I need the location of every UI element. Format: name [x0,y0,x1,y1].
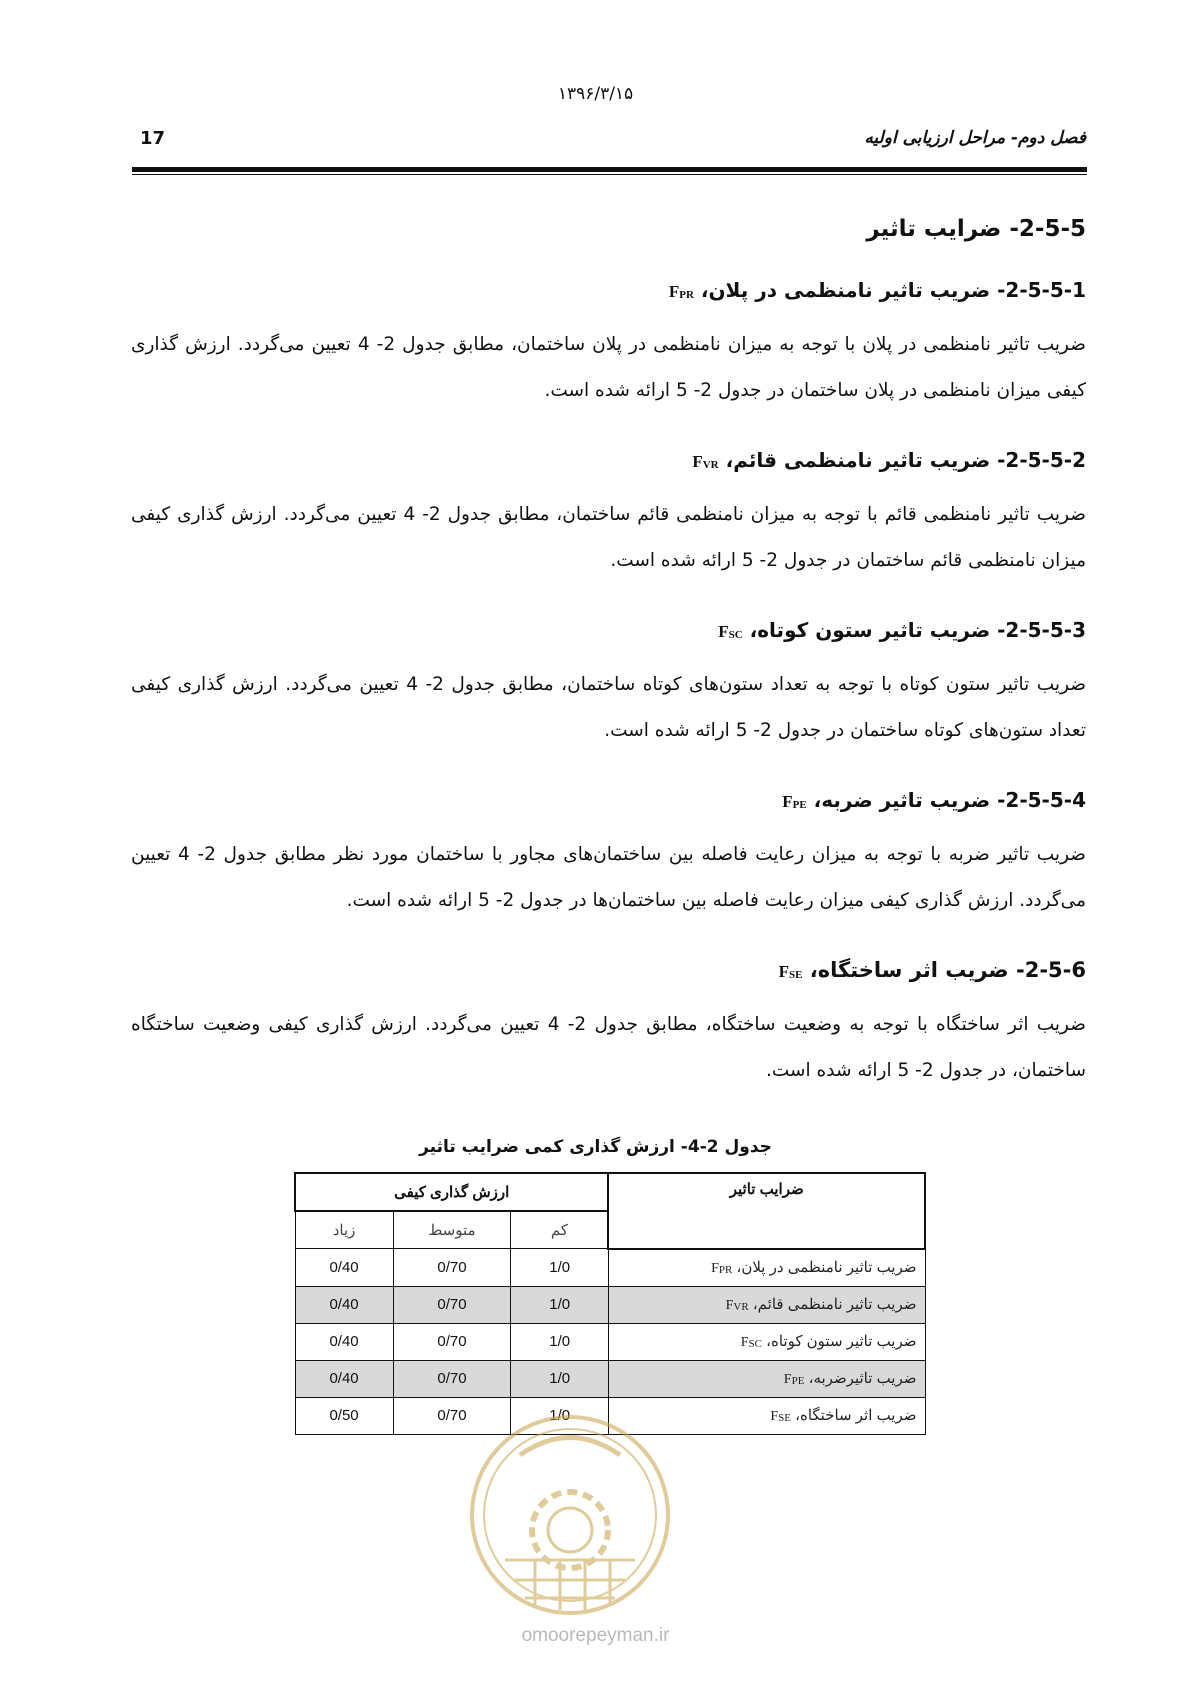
subsection-text: ضریب تاثیر نامنظمی در پلان با توجه به میزان نامنظمی در پلان ساختمان، مطابق جدول 2- 4 تعیین می‌گردد. ارزش گذاری کیفی میزان نامنظمی در پلان ساختمان در جدول 2- 5 ارائه شده است. [131,334,1086,401]
value-low: 1/0 [511,1397,609,1434]
subsection [131,278,1086,414]
subsection [131,448,1086,584]
value-medium: 0/70 [393,1323,511,1360]
coefficient-symbol: $F_{VR}$ [692,452,719,471]
subsection-title: 2-5-5-4- ضریب تاثیر ضربه، [813,788,1086,812]
coefficient-symbol: $F_{PR}$ [668,282,694,301]
value-low: 1/0 [511,1249,609,1287]
subsection [131,618,1086,754]
subsection-text: ضریب اثر ساختگاه با توجه به وضعیت ساختگاه، مطابق جدول 2- 4 تعیین می‌گردد. ارزش گذاری کیفی وضعیت ساختگاه ساختمان، در جدول 2- 5 ارائه شده است. [131,1014,1086,1081]
watermark-site-text: omoorepeyman.ir [521,1625,670,1646]
subsection-title: 2-5-5-1- ضریب تاثیر نامنظمی در پلان، [700,278,1086,302]
row-coefficient: ضریب تاثیر نامنظمی قائم، $F_{VR}$ [608,1286,925,1323]
value-low: 1/0 [511,1286,609,1323]
subsection-heading [131,278,1086,302]
value-low: 1/0 [511,1323,609,1360]
header-rule [132,167,1087,172]
header-qualitative: ارزش گذاری کیفی [295,1173,608,1211]
coefficients-table [294,1172,926,1435]
value-medium: 0/70 [393,1397,511,1434]
value-low: 1/0 [511,1360,609,1397]
row-coefficient: ضریب تاثیر نامنظمی در پلان، $F_{PR}$ [608,1249,925,1287]
subsection-title: 2-5-6- ضریب اثر ساختگاه، [809,958,1086,982]
page-date: ۱۳۹۶/۳/۱۵ [557,84,634,104]
subsection-text: ضریب تاثیر ستون کوتاه با توجه به تعداد ستون‌های کوتاه ساختمان، مطابق جدول 2- 4 تعیین می‌گردد. ارزش گذاری کیفی تعداد ستون‌های کوتاه ساختمان در جدول 2- 5 ارائه شده است. [131,674,1086,741]
value-high: 0/40 [295,1286,393,1323]
row-coefficient: ضریب تاثیرضربه، $F_{PE}$ [608,1360,925,1397]
header-medium: متوسط [393,1211,511,1249]
subsection-text: ضریب تاثیر ضربه با توجه به میزان رعایت فاصله بین ساختمان‌های مجاور با ساختمان مورد نظر مطابق جدول 2- 4 تعیین می‌گردد. ارزش گذاری کیفی میزان رعایت فاصله بین ساختمان‌ها در جدول 2- 5 ارائه شده است. [131,844,1086,911]
subsection-heading [131,958,1086,982]
header-low: کم [511,1211,609,1249]
chapter-title: فصل دوم- مراحل ارزیابی اولیه [864,128,1086,148]
header-rule-thin [132,174,1087,175]
header-coefficients: ضرایب تاثیر [608,1173,925,1249]
table-row [295,1286,925,1323]
coefficient-symbol: $F_{SC}$ [718,622,743,641]
table-row [295,1249,925,1287]
subsection [131,788,1086,924]
value-high: 0/40 [295,1249,393,1287]
header-high: زیاد [295,1211,393,1249]
document-body [131,216,1086,1128]
table-caption: جدول 2-4- ارزش گذاری کمی ضرایب تاثیر [419,1137,772,1157]
section-heading: 2-5-5- ضرایب تاثیر [866,216,1086,242]
value-medium: 0/70 [393,1249,511,1287]
subsection-title: 2-5-5-3- ضریب تاثیر ستون کوتاه، [749,618,1086,642]
watermark-seal-icon [465,1410,675,1635]
table-row [295,1360,925,1397]
row-coefficient: ضریب اثر ساختگاه، $F_{SE}$ [608,1397,925,1434]
subsection [131,958,1086,1094]
coefficient-symbol: $F_{PE}$ [782,792,807,811]
value-high: 0/40 [295,1323,393,1360]
subsection-heading [131,788,1086,812]
value-high: 0/40 [295,1360,393,1397]
page-number: 17 [140,128,166,149]
subsection-text: ضریب تاثیر نامنظمی قائم با توجه به میزان نامنظمی قائم ساختمان، مطابق جدول 2- 4 تعیین می‌گردد. ارزش گذاری کیفی میزان نامنظمی قائم ساختمان در جدول 2- 5 ارائه شده است. [131,504,1086,571]
subsection-heading [131,618,1086,642]
row-coefficient: ضریب تاثیر ستون کوتاه، $F_{SC}$ [608,1323,925,1360]
coefficient-symbol: $F_{SE}$ [778,962,803,981]
subsection-title: 2-5-5-2- ضریب تاثیر نامنظمی قائم، [725,448,1086,472]
value-medium: 0/70 [393,1360,511,1397]
value-medium: 0/70 [393,1286,511,1323]
table-row [295,1323,925,1360]
value-high: 0/50 [295,1397,393,1434]
subsection-heading [131,448,1086,472]
